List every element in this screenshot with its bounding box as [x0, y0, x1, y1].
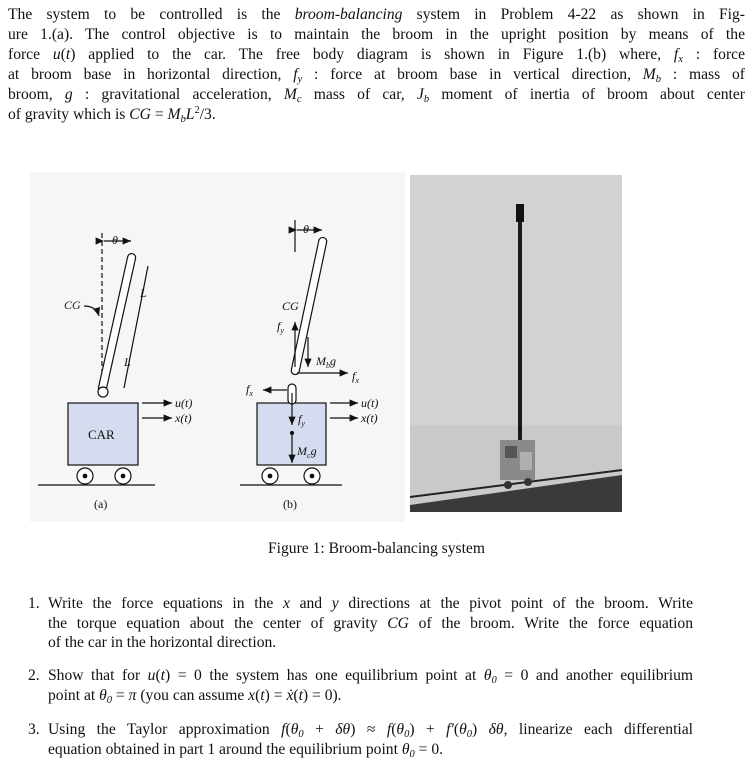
- text-segment: ) =: [264, 686, 287, 704]
- math-text: CG: [387, 614, 409, 632]
- fy-down-label: f: [298, 412, 302, 426]
- text-segment: point at: [48, 686, 100, 704]
- text-segment: +: [303, 721, 336, 738]
- pole: [518, 204, 522, 449]
- mcg-label: M: [297, 444, 307, 458]
- math-text: θ: [401, 740, 410, 758]
- question-line: [48, 633, 693, 652]
- car-label: CAR: [88, 427, 115, 442]
- x-label-a: x(t): [175, 411, 192, 425]
- u-label-b: u(t): [361, 396, 379, 410]
- math-text: CG: [129, 106, 151, 123]
- text-segment: (: [60, 46, 66, 63]
- text-segment: (: [285, 721, 291, 738]
- text-segment: (you can assume: [136, 686, 249, 704]
- math-text: c: [296, 94, 302, 105]
- fx-right-sub: x: [355, 376, 359, 385]
- text-segment: =: [112, 686, 129, 704]
- x-label-b: x(t): [361, 411, 378, 425]
- math-text: g: [64, 86, 73, 103]
- text-segment: , linearize each differential: [503, 721, 693, 738]
- text-segment: (: [453, 721, 460, 738]
- text-segment: ) applied to the car. The free body diagram is shown in Figure 1.(b) where,: [70, 46, 674, 63]
- u-label-a: u(t): [175, 396, 193, 410]
- cg-label-a: CG: [64, 298, 81, 312]
- math-text: π: [128, 686, 137, 704]
- math-text: θ: [99, 686, 107, 704]
- text-segment: at broom base in horizontal direction,: [8, 66, 294, 83]
- math-text: x: [282, 595, 290, 612]
- theta-label-b: θ: [303, 222, 309, 236]
- text-segment: the torque equation about the center of gravity: [48, 614, 388, 632]
- text-segment: system in Problem 4-22 as shown in Fig-: [402, 6, 745, 23]
- text-segment: ) = 0 the system has one equilibrium point at: [165, 667, 484, 684]
- svg-text:Mcg: [296, 444, 317, 460]
- math-text: f′: [446, 721, 454, 738]
- math-text: 0: [404, 729, 410, 740]
- mcg-g: g: [310, 444, 317, 458]
- text-segment: ) ≈: [350, 721, 387, 738]
- math-text: δθ: [335, 721, 351, 738]
- math-text: ẋ: [286, 686, 294, 704]
- math-text: t: [260, 686, 265, 704]
- math-text: y: [297, 74, 303, 85]
- math-text: u: [147, 667, 156, 684]
- fx-right-label: f: [352, 369, 356, 383]
- math-text: x: [248, 686, 256, 704]
- math-text: J: [416, 86, 424, 103]
- math-text: θ: [459, 721, 467, 738]
- text-segment: (: [155, 667, 161, 684]
- text-segment: : gravitational acceleration,: [72, 86, 284, 103]
- length-label-lower: L: [124, 355, 131, 369]
- math-text: f: [386, 721, 392, 738]
- math-text: b: [180, 114, 186, 125]
- text-segment: ): [472, 721, 489, 738]
- text-segment: of the car in the horizontal direction.: [48, 634, 277, 651]
- text-segment: /3.: [199, 106, 216, 123]
- question-line: [48, 740, 693, 759]
- svg-text:Mbg: [315, 354, 336, 370]
- question-number: 1.: [28, 595, 40, 612]
- math-text: y: [331, 595, 339, 612]
- math-text: 0: [466, 729, 473, 740]
- fy-up-sub: y: [280, 326, 284, 335]
- text-segment: The system to be controlled is the: [8, 6, 295, 23]
- figure-caption: Figure 1: Broom-balancing system: [268, 540, 485, 557]
- math-text: t: [65, 46, 71, 63]
- text-segment: = 0.: [414, 740, 444, 758]
- text-segment: (: [293, 686, 299, 704]
- fx-left-sub: x: [249, 389, 253, 398]
- math-text: b: [423, 94, 430, 105]
- text-segment: = 0 and another equilibrium: [496, 667, 693, 684]
- text-segment: (: [255, 686, 261, 704]
- math-text: θ: [396, 721, 405, 738]
- text-segment: of the broom. Write the force equation: [408, 614, 693, 632]
- math-text: 0: [106, 694, 113, 706]
- text-segment: : mass of: [661, 66, 745, 83]
- math-text: 0: [491, 675, 497, 686]
- math-text: 0: [409, 748, 415, 760]
- text-segment: moment of inertia of broom about center: [429, 86, 745, 103]
- math-text: u: [52, 46, 61, 63]
- mbg-label: M: [316, 354, 326, 368]
- math-text: t: [160, 667, 166, 684]
- mbg-sub: b: [326, 361, 330, 370]
- text-segment: ure 1.(a). The control objective is to maintain the broom in the upright position by means of the: [8, 26, 745, 43]
- pivot: [98, 387, 108, 397]
- text-segment: ) +: [409, 721, 447, 738]
- fx-left-label: f: [246, 382, 250, 396]
- subfigure-label-b: (b): [283, 497, 297, 511]
- text-segment: (: [391, 721, 397, 738]
- text-segment: Using the Taylor approximation: [48, 721, 282, 738]
- theta-label-a: θ: [112, 233, 118, 247]
- text-segment: : force: [682, 46, 745, 63]
- question-line: [48, 686, 693, 705]
- question-number: 3.: [28, 721, 40, 738]
- math-text: 0: [298, 729, 304, 740]
- text-segment: Show that for: [48, 667, 148, 684]
- text-segment: ) = 0).: [302, 686, 342, 704]
- text-segment: =: [150, 106, 168, 123]
- length-label-upper: L: [140, 286, 147, 300]
- math-text: f: [293, 66, 298, 83]
- subfigure-label-a: (a): [94, 497, 108, 511]
- math-text: b: [655, 74, 662, 85]
- question-line: [48, 720, 693, 739]
- math-text: broom-balancing: [294, 6, 403, 23]
- text-segment: directions at the pivot point of the broom. Write: [338, 595, 693, 612]
- question-number: 2.: [28, 667, 40, 684]
- math-text: M: [642, 66, 656, 83]
- math-text: M: [283, 86, 297, 103]
- text-segment: broom,: [8, 86, 65, 103]
- mcg-sub: c: [307, 451, 311, 460]
- text-segment: and: [289, 595, 332, 612]
- question-line: [48, 594, 693, 613]
- cg-label-b: CG: [282, 299, 299, 313]
- text-segment: mass of car,: [301, 86, 417, 103]
- fy-up-label: f: [277, 319, 281, 333]
- question-line: [48, 614, 693, 633]
- math-text: δθ: [488, 721, 504, 738]
- math-text: θ: [483, 667, 492, 684]
- text-segment: Write the force equations in the: [48, 595, 283, 612]
- math-text: f: [281, 721, 286, 738]
- text-segment: equation obtained in part 1 around the equilibrium point: [48, 740, 402, 758]
- math-text: t: [298, 686, 303, 704]
- math-text: M: [167, 106, 181, 123]
- math-text: 2: [194, 105, 200, 116]
- math-text: x: [678, 54, 683, 65]
- text-segment: of gravity which is: [8, 106, 130, 123]
- fy-down-sub: y: [301, 419, 305, 428]
- math-text: θ: [290, 721, 299, 738]
- text-segment: : force at broom base in vertical direction,: [302, 66, 643, 83]
- text-segment: force: [8, 46, 53, 63]
- mbg-g: g: [330, 354, 336, 368]
- math-text: L: [185, 106, 195, 123]
- question-line: [48, 666, 693, 685]
- math-text: f: [673, 46, 679, 63]
- broom-photo: [410, 175, 622, 512]
